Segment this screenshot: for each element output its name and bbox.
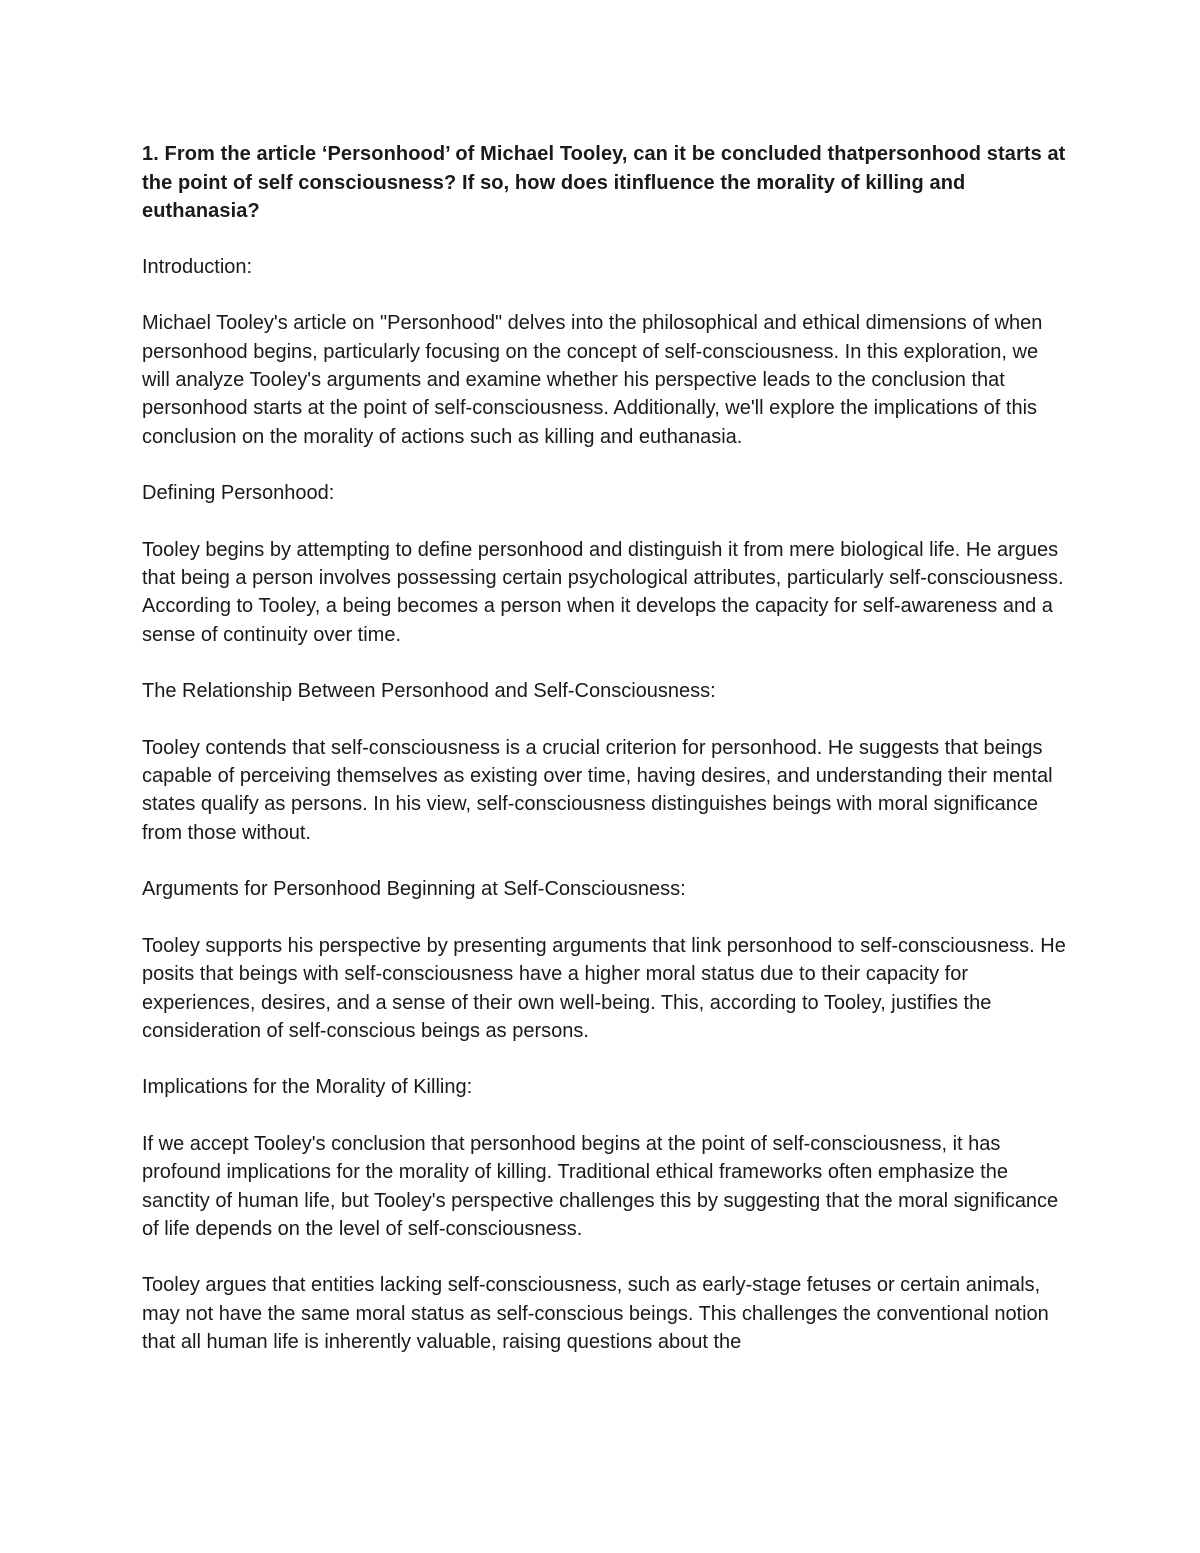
section-heading-implications-killing: Implications for the Morality of Killing: bbox=[142, 1076, 473, 1099]
section-heading-defining-personhood: Defining Personhood: bbox=[142, 482, 335, 505]
document-page bbox=[142, 140, 1067, 1385]
paragraph-implications-killing-1: If we accept Tooley's conclusion that personhood begins at the point of self-consciousness, it has profound implications for the morality of killing. Traditional ethical frameworks often emphasize the sanctity of human life, but Tooley's perspective challenges this by suggesting that the moral significance of life depends on the level of self-consciousness. bbox=[142, 1132, 1059, 1240]
section-heading-relationship: The Relationship Between Personhood and Self-Consciousness: bbox=[142, 680, 716, 703]
paragraph-defining-personhood: Tooley begins by attempting to define personhood and distinguish it from mere biological life. He argues that being a person involves possessing certain psychological attributes, particularly self-consciousness. According to Tooley, a being becomes a person when it develops the capacity for self-awareness and a sense of continuity over time. bbox=[142, 538, 1064, 646]
paragraph-introduction: Michael Tooley's article on "Personhood" delves into the philosophical and ethical dimensions of when personhood begins, particularly focusing on the concept of self-consciousness. In this exploration, we will analyze Tooley's arguments and examine whether his perspective leads to the conclusion that personhood starts at the point of self-consciousness. Additionally, we'll explore the implications of this conclusion on the morality of actions such as killing and euthanasia. bbox=[142, 312, 1043, 448]
section-heading-arguments: Arguments for Personhood Beginning at Self-Consciousness: bbox=[142, 878, 686, 901]
question-heading: 1. From the article ‘Personhood’ of Michael Tooley, can it be concluded thatpersonhood starts at the point of self consciousness? If so, how does itinfluence the morality of killing and euthanasia? bbox=[142, 143, 1066, 223]
paragraph-implications-killing-2: Tooley argues that entities lacking self-consciousness, such as early-stage fetuses or certain animals, may not have the same moral status as self-conscious beings. This challenges the conventional notion that all human life is inherently valuable, raising questions about the bbox=[142, 1274, 1049, 1354]
paragraph-relationship: Tooley contends that self-consciousness is a crucial criterion for personhood. He suggests that beings capable of perceiving themselves as existing over time, having desires, and understanding their mental states qualify as persons. In his view, self-consciousness distinguishes beings with moral significance from those without. bbox=[142, 736, 1053, 844]
paragraph-arguments: Tooley supports his perspective by presenting arguments that link personhood to self-consciousness. He posits that beings with self-consciousness have a higher moral status due to their capacity for experiences, desires, and a sense of their own well-being. This, according to Tooley, justifies the consideration of self-conscious beings as persons. bbox=[142, 934, 1066, 1042]
section-heading-introduction: Introduction: bbox=[142, 255, 253, 278]
